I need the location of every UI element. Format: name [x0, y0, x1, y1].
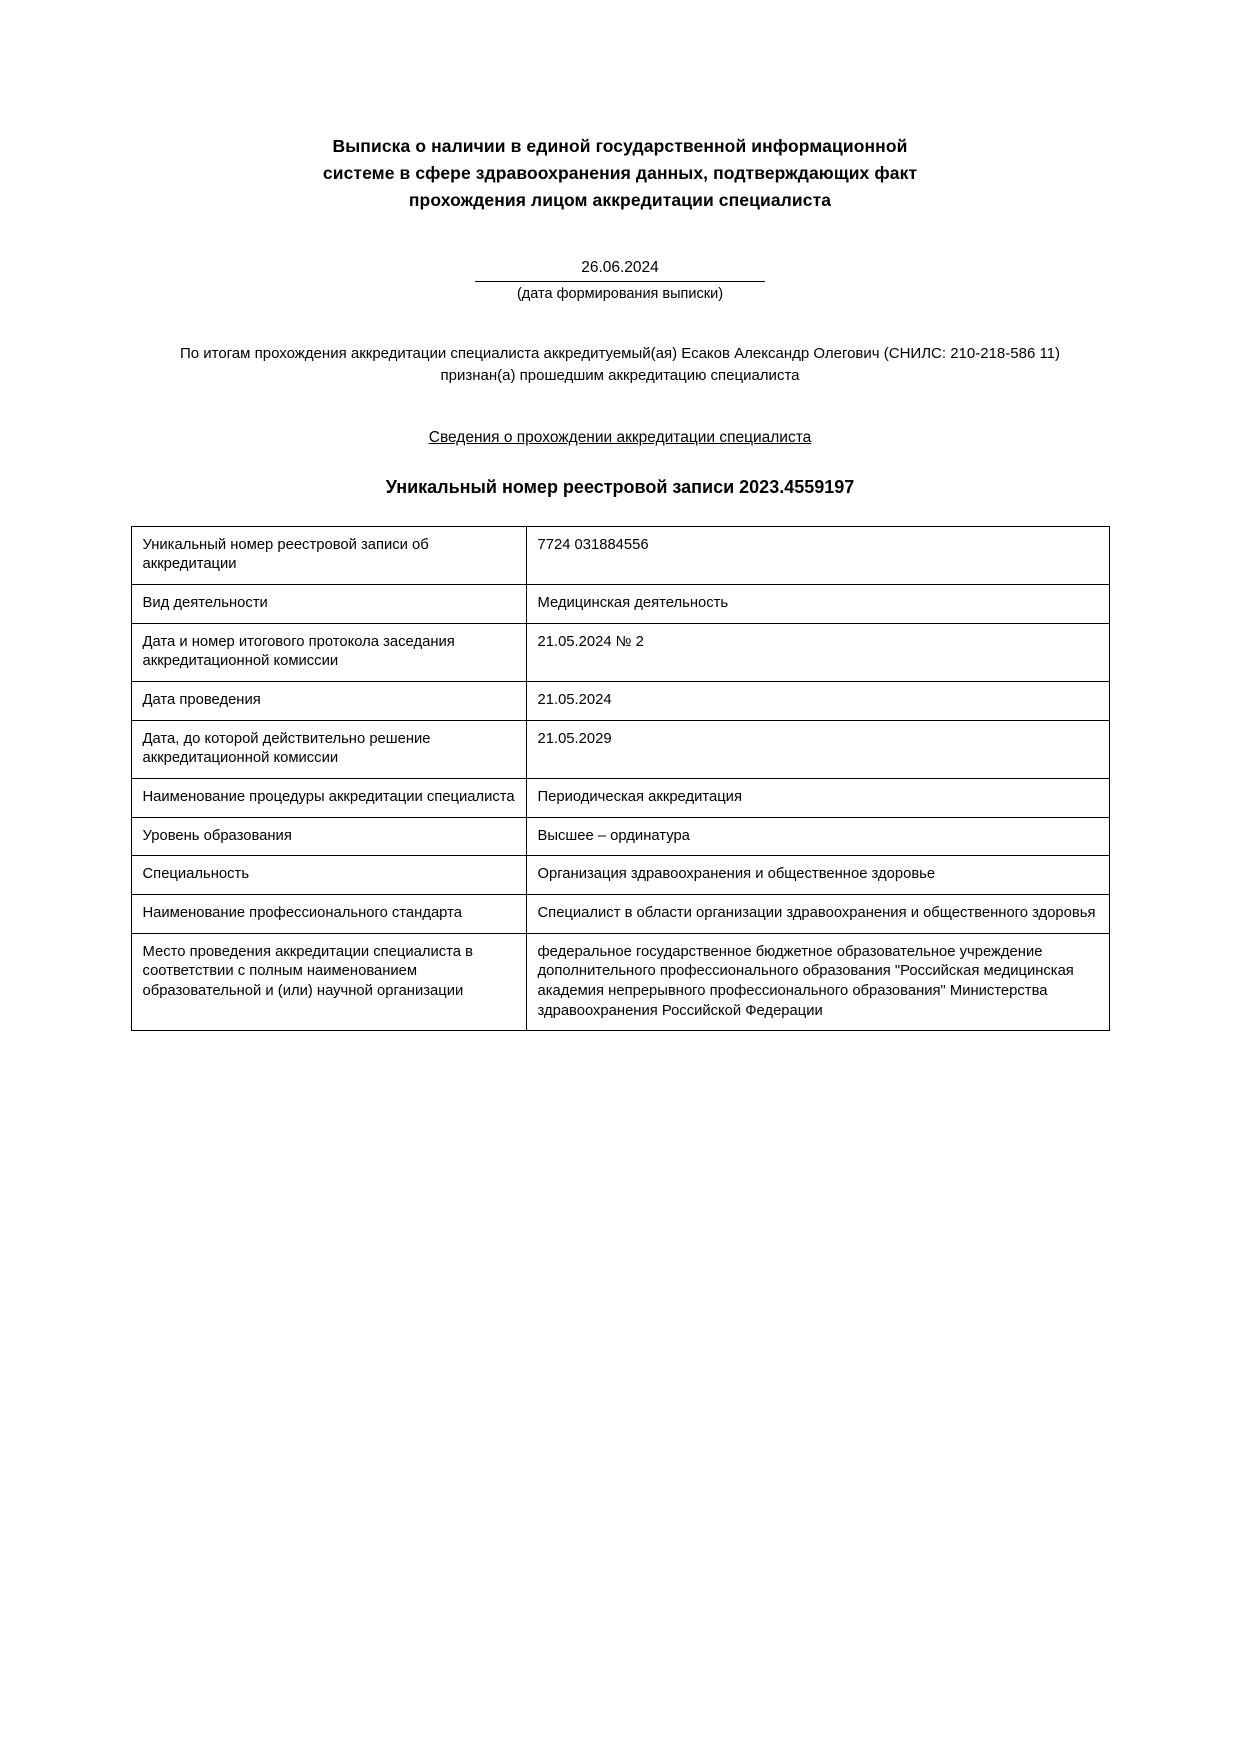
form-date-value: 26.06.2024 [475, 258, 765, 281]
table-row [131, 817, 1109, 856]
row-value: Специалист в области организации здравоохранения и общественного здоровья [526, 895, 1109, 934]
row-value: Организация здравоохранения и общественное здоровье [526, 856, 1109, 895]
row-label: Место проведения аккредитации специалиста в соответствии с полным наименованием образовательной и (или) научной организации [131, 933, 526, 1031]
row-label: Дата, до которой действительно решение аккредитационной комиссии [131, 720, 526, 778]
table-row [131, 856, 1109, 895]
page-title [0, 0, 1240, 214]
table-row [131, 933, 1109, 1031]
intro-line-2: признан(а) прошедшим аккредитацию специалиста [440, 367, 800, 385]
form-date-block [0, 258, 1240, 303]
row-label: Наименование профессионального стандарта [131, 895, 526, 934]
table-row [131, 779, 1109, 818]
row-value: 21.05.2029 [526, 720, 1109, 778]
table-row [131, 895, 1109, 934]
row-label: Дата и номер итогового протокола заседания аккредитационной комиссии [131, 623, 526, 681]
table-row [131, 526, 1109, 584]
row-label: Уровень образования [131, 817, 526, 856]
row-value: 21.05.2024 № 2 [526, 623, 1109, 681]
record-number-heading: Уникальный номер реестровой записи 2023.4559197 [385, 476, 855, 497]
row-label: Наименование процедуры аккредитации специалиста [131, 779, 526, 818]
intro-line-1: По итогам прохождения аккредитации специалиста аккредитуемый(ая) Есаков Александр Олегович (СНИЛС: 210-218-586 11) [179, 345, 1061, 363]
table-row [131, 682, 1109, 721]
table-row [131, 623, 1109, 681]
row-label: Вид деятельности [131, 585, 526, 624]
row-label: Дата проведения [131, 682, 526, 721]
row-label: Уникальный номер реестровой записи об аккредитации [131, 526, 526, 584]
row-label: Специальность [131, 856, 526, 895]
row-value: федеральное государственное бюджетное образовательное учреждение дополнительного профессионального образования "Российская медицинская академия непрерывного профессионального образования" Министерства здравоохранения Российской Федерации [526, 933, 1109, 1031]
row-value: 7724 031884556 [526, 526, 1109, 584]
section-subtitle: Сведения о прохождении аккредитации специалиста [428, 428, 812, 446]
page-title-line-3: прохождения лицом аккредитации специалиста [408, 190, 832, 211]
accreditation-details-table [131, 526, 1110, 1032]
page-title-line-1: Выписка о наличии в единой государственной информационной [332, 136, 908, 156]
form-date-caption: (дата формирования выписки) [516, 285, 724, 302]
row-value: Периодическая аккредитация [526, 779, 1109, 818]
row-value: Медицинская деятельность [526, 585, 1109, 624]
page-title-line-2: системе в сфере здравоохранения данных, подтверждающих факт [322, 163, 918, 184]
table-row [131, 585, 1109, 624]
table-row [131, 720, 1109, 778]
row-value: Высшее – ординатура [526, 817, 1109, 856]
intro-paragraph [0, 343, 1240, 387]
row-value: 21.05.2024 [526, 682, 1109, 721]
